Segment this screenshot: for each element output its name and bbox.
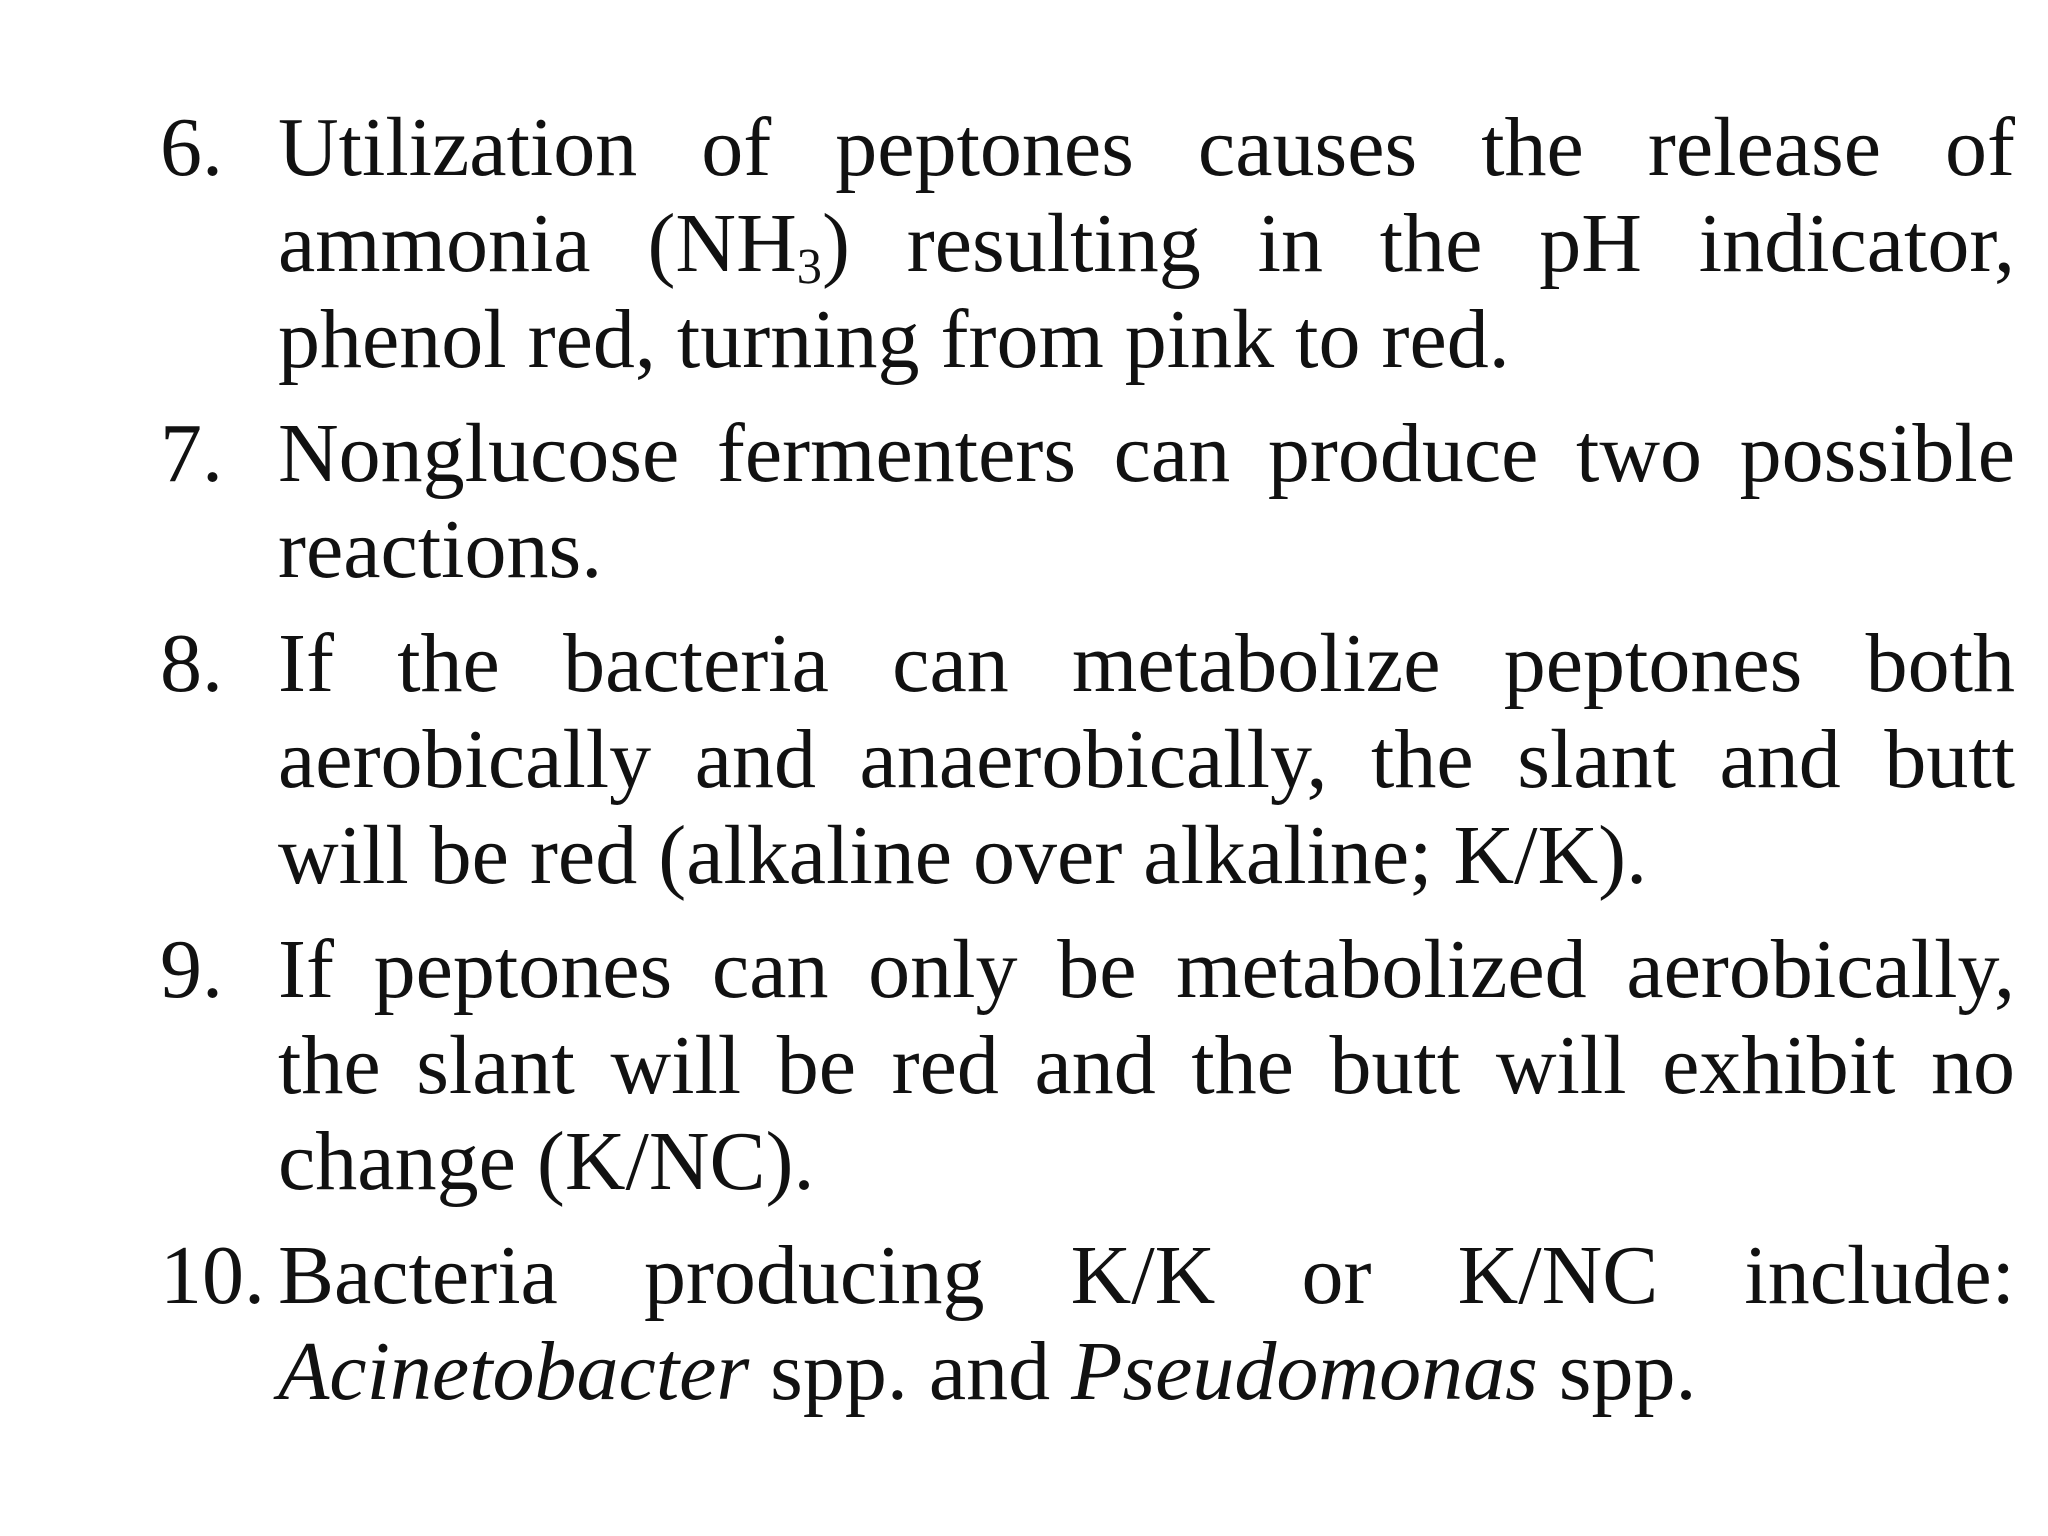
item-number: 7.	[160, 407, 223, 500]
item-text-part: Bacteria producing K/K or K/NC include:	[278, 1229, 2015, 1322]
item-number: 9.	[160, 923, 223, 1016]
item-text-part: spp.	[1537, 1325, 1697, 1418]
item-text: If the bacteria can metabolize peptones both aerobically and anaerobically, the slant and butt will be red (alkaline over alkaline; K/K).	[278, 617, 2015, 902]
item-text: Nonglucose fermenters can produce two possible reactions.	[278, 407, 2015, 596]
item-number: 8.	[160, 617, 223, 710]
item-text-part: ) resulting in the pH indicator, phenol red, turning from pink to red.	[278, 197, 2015, 386]
list-item	[160, 406, 2015, 598]
numbered-list	[160, 100, 2015, 1438]
item-number: 10.	[160, 1229, 265, 1322]
list-item	[160, 100, 2015, 388]
item-text	[278, 101, 2015, 386]
list-item	[160, 922, 2015, 1210]
genus-name: Pseudomonas	[1071, 1325, 1538, 1418]
genus-name: Acinetobacter	[278, 1325, 750, 1418]
item-text	[278, 1229, 2015, 1418]
item-text-part: spp. and	[749, 1325, 1072, 1418]
subscript: 3	[796, 238, 822, 295]
list-item	[160, 1228, 2015, 1420]
item-number: 6.	[160, 101, 223, 194]
item-text-part: Utilization of peptones causes the release of ammonia (NH	[278, 101, 2015, 290]
item-text: If peptones can only be metabolized aerobically, the slant will be red and the butt will exhibit no change (K/NC).	[278, 923, 2015, 1208]
list-item	[160, 616, 2015, 904]
